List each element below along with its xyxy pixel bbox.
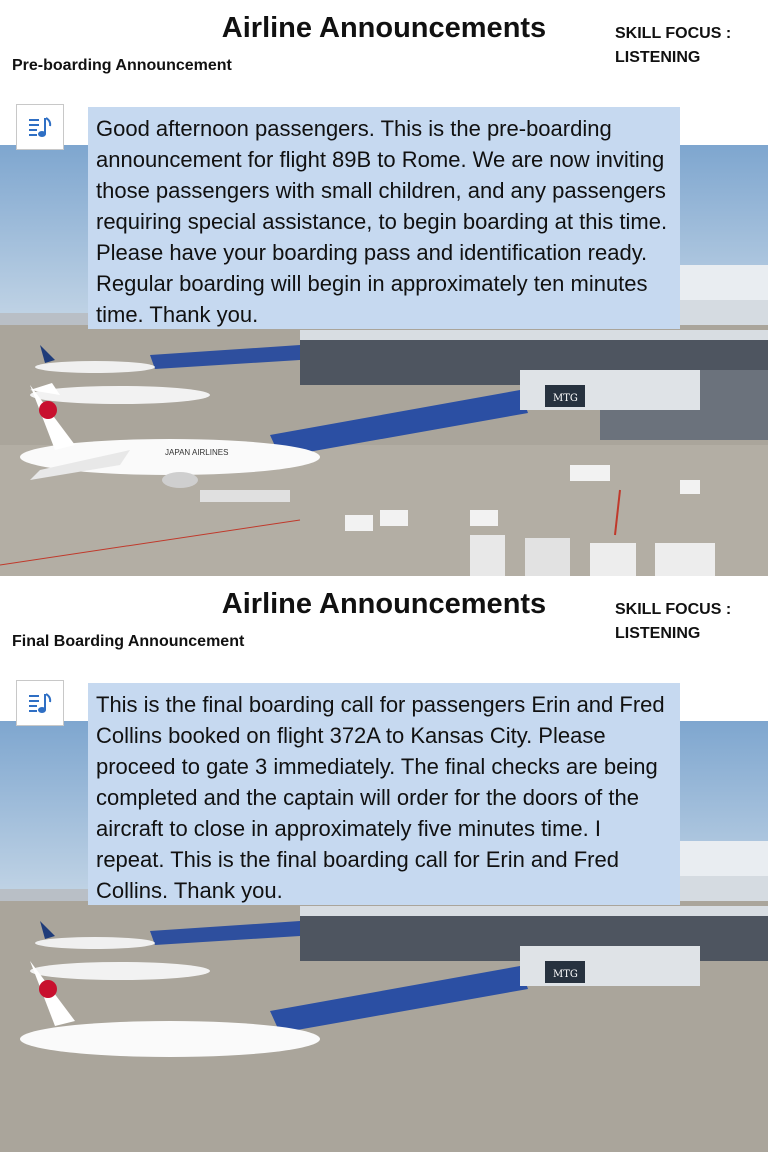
audio-play-button[interactable]	[16, 104, 64, 150]
skill-focus	[615, 22, 731, 70]
audio-note-icon	[27, 114, 53, 140]
audio-play-button[interactable]	[16, 680, 64, 726]
skill-focus-value: LISTENING	[615, 625, 701, 642]
audio-note-icon	[27, 690, 53, 716]
slide-title: Airline Announcements	[221, 12, 547, 44]
fuselage-text: JAPAN AIRLINES	[165, 448, 229, 457]
skill-focus-value: LISTENING	[615, 49, 701, 66]
skill-focus	[615, 598, 731, 646]
announcement-text: This is the final boarding call for passengers Erin and Fred Collins booked on flight 372A to Kansas City. Please proceed to gate 3 immediately. The final checks are being completed and the captain will order for the doors of the aircraft to close in approximately five minutes time. I repeat. This is the final boarding call for Erin and Fred Collins. Thank you.	[88, 683, 680, 905]
skill-focus-label: SKILL FOCUS :	[615, 25, 732, 42]
announcement-type: Pre-boarding Announcement	[12, 57, 232, 74]
gate-sign-text: MTG	[553, 393, 578, 404]
slide-final-boarding	[0, 576, 768, 1152]
skill-focus-label: SKILL FOCUS :	[615, 601, 732, 618]
gate-sign-text: MTG	[553, 969, 578, 980]
slide-title: Airline Announcements	[221, 588, 547, 620]
announcement-type: Final Boarding Announcement	[12, 633, 245, 650]
announcement-text: Good afternoon passengers. This is the pre-boarding announcement for flight 89B to Rome. We are now inviting those passengers with small children, and any passengers requiring special assistance, to begin boarding at this time. Please have your boarding pass and identification ready. Regular boarding will begin in approximately ten minutes time. Thank you.	[88, 107, 680, 329]
